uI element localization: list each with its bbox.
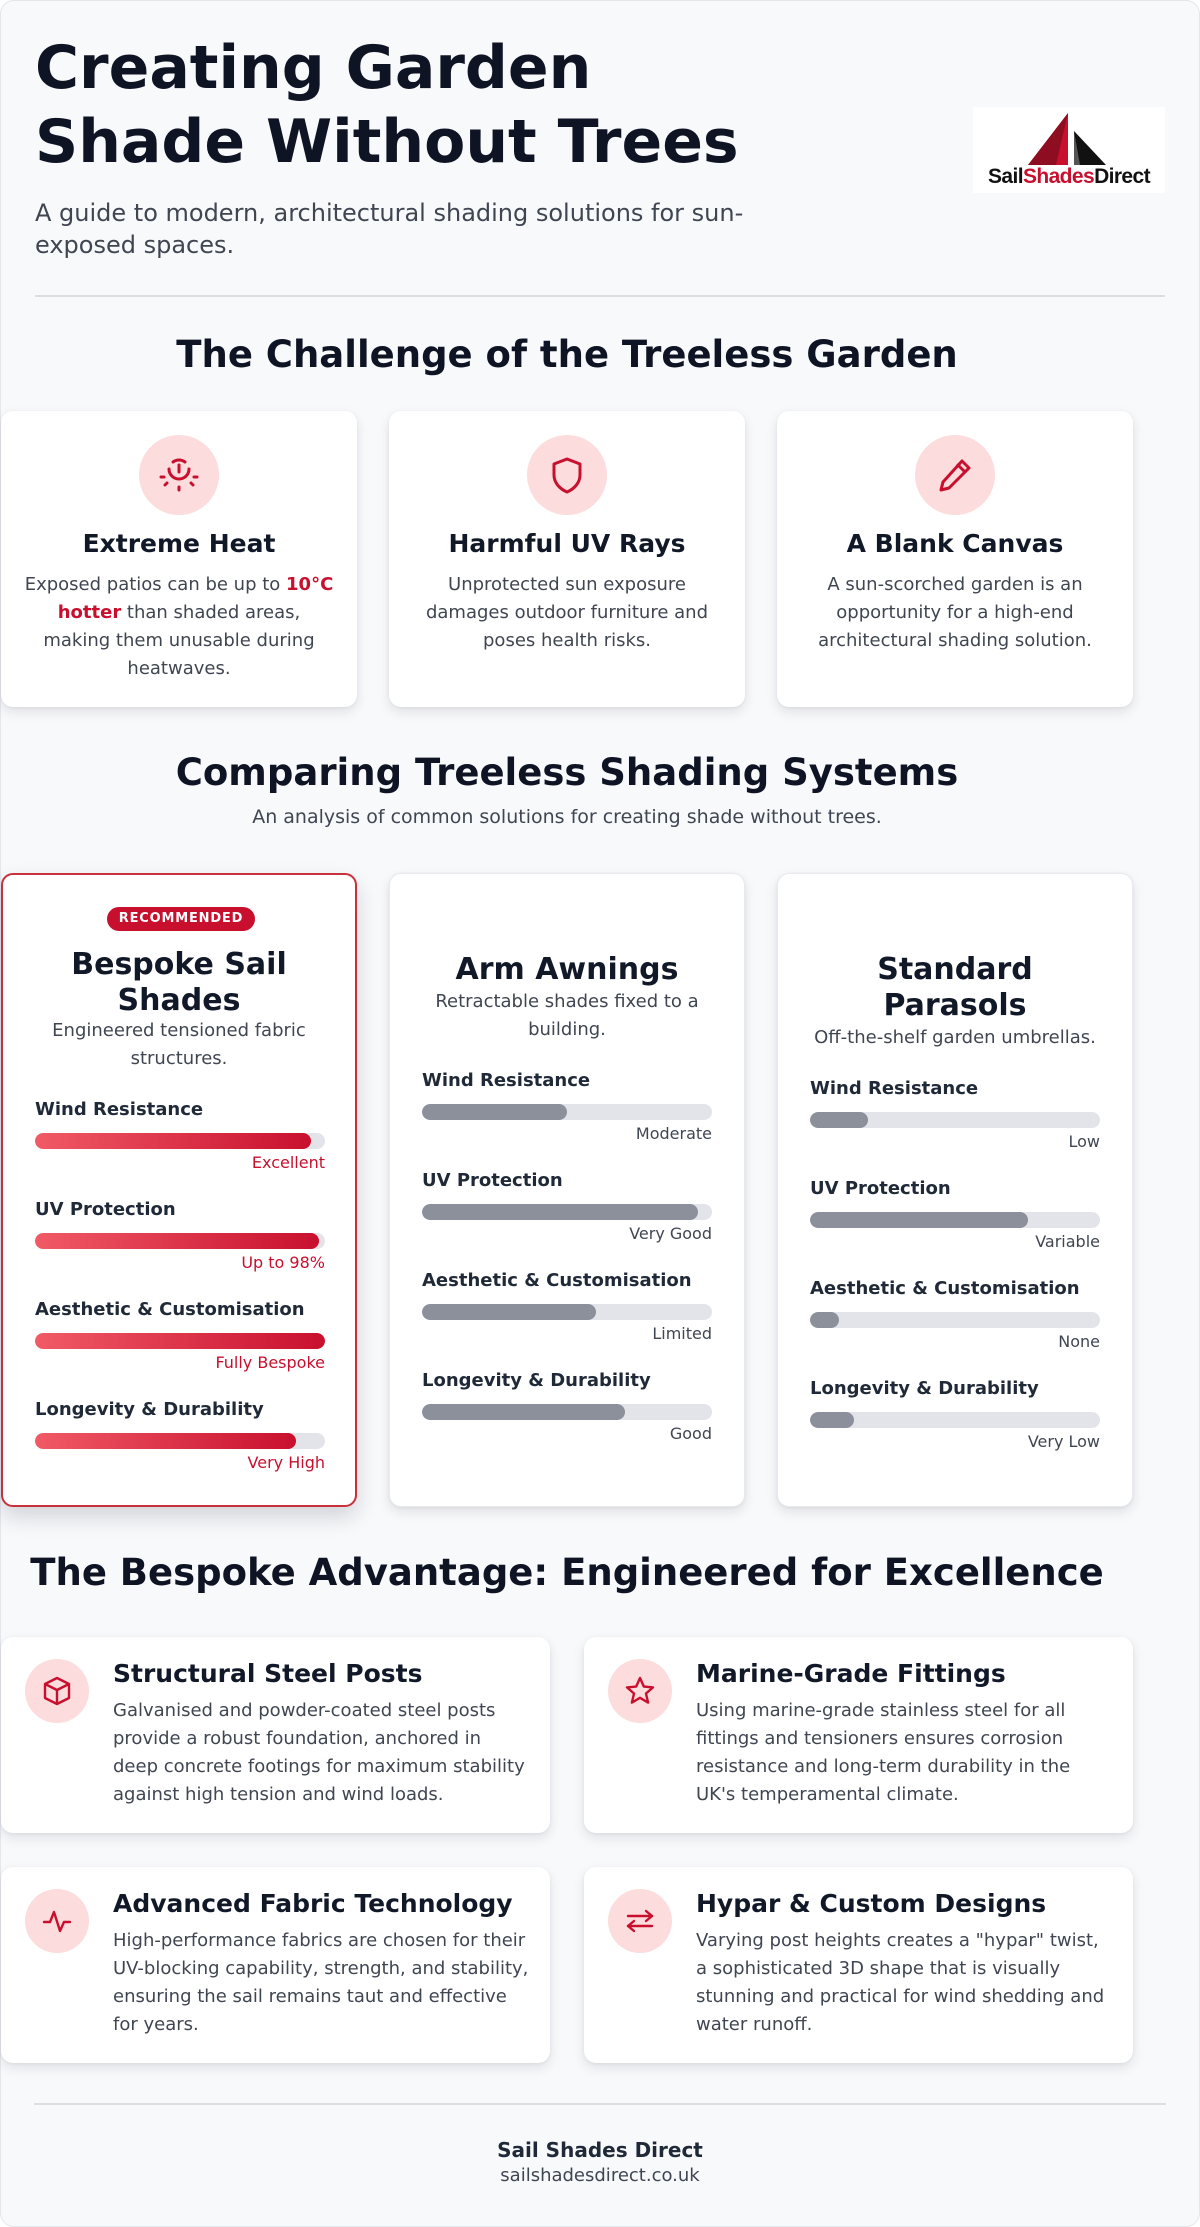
metric-wind-resistance: Wind Resistance Excellent — [35, 1099, 325, 1172]
system-description: Engineered tensioned fabric structures. — [52, 1020, 306, 1069]
metric-longevity: Longevity & Durability Very High — [35, 1399, 325, 1472]
metric-bar — [35, 1433, 296, 1449]
footer-divider — [34, 2103, 1166, 2105]
page-title: Creating Garden Shade Without Trees — [35, 33, 739, 177]
metric-value: Limited — [652, 1324, 712, 1343]
pencil-icon — [915, 435, 995, 515]
metric-bar — [422, 1304, 596, 1320]
metric-value: Excellent — [251, 1153, 325, 1172]
metric-bar — [422, 1104, 567, 1120]
metric-aesthetic: Aesthetic & Customisation Limited — [422, 1270, 712, 1343]
cube-icon — [25, 1659, 89, 1723]
advantage-card-hypar — [584, 1867, 1133, 2063]
metric-track — [422, 1204, 712, 1220]
metric-uv-protection: UV Protection Variable — [810, 1178, 1100, 1251]
metric-track — [422, 1104, 712, 1120]
metric-bar — [35, 1333, 325, 1349]
metric-uv-protection: UV Protection Up to 98% — [35, 1199, 325, 1272]
metric-track — [35, 1233, 325, 1249]
metric-track — [810, 1212, 1100, 1228]
challenge-title: Harmful UV Rays — [448, 529, 686, 558]
metric-value: None — [1058, 1332, 1100, 1351]
metric-value: Moderate — [635, 1124, 712, 1143]
advantage-text: Using marine-grade stainless steel for all fittings and tensioners ensures corrosion resistance and long-term durability in the UK's temperamental climate. — [696, 1700, 1071, 1805]
comparison-section-title: Comparing Treeless Shading Systems — [175, 751, 959, 794]
metric-track — [422, 1404, 712, 1420]
challenge-card-uv — [389, 411, 745, 707]
metric-bar — [422, 1404, 625, 1420]
metric-track — [810, 1312, 1100, 1328]
metric-value: Very Low — [1027, 1432, 1100, 1451]
metric-track — [35, 1133, 325, 1149]
challenge-text: Unprotected sun exposure damages outdoor furniture and poses health risks. — [425, 574, 709, 651]
metric-bar — [810, 1412, 854, 1428]
challenge-text: A sun-scorched garden is an opportunity for a high-end architectural shading solution. — [818, 574, 1092, 651]
challenge-title: Extreme Heat — [82, 529, 276, 558]
metric-track — [810, 1412, 1100, 1428]
advantage-section-title: The Bespoke Advantage: Engineered for Excellence — [30, 1551, 1104, 1594]
advantage-title: Hypar & Custom Designs — [696, 1889, 1047, 1918]
metric-aesthetic: Aesthetic & Customisation Fully Bespoke — [35, 1299, 325, 1372]
metric-bar — [810, 1312, 839, 1328]
footer-url[interactable]: sailshadesdirect.co.uk — [500, 2165, 700, 2186]
metric-value: Good — [669, 1424, 712, 1443]
challenge-title: A Blank Canvas — [846, 529, 1064, 558]
metric-longevity: Longevity & Durability Good — [422, 1370, 712, 1443]
brand-logo — [973, 107, 1165, 193]
sun-icon — [139, 435, 219, 515]
star-icon — [608, 1659, 672, 1723]
page-subtitle: A guide to modern, architectural shading solutions for sun-exposed spaces. — [35, 199, 744, 259]
metric-wind-resistance: Wind Resistance Low — [810, 1078, 1100, 1151]
comparison-card-parasols — [777, 873, 1133, 1507]
advantage-text: High-performance fabrics are chosen for their UV-blocking capability, strength, and stability, ensuring the sail remains taut and effective for years. — [113, 1930, 529, 2035]
metric-track — [35, 1333, 325, 1349]
metric-value: Low — [1068, 1132, 1100, 1151]
metric-bar — [35, 1133, 311, 1149]
challenge-section-title: The Challenge of the Treeless Garden — [176, 333, 958, 376]
advantage-card-fittings — [584, 1637, 1133, 1833]
metric-value: Fully Bespoke — [215, 1353, 325, 1372]
arrows-swap-icon — [608, 1889, 672, 1953]
heat-highlight: 10°C hotter — [57, 574, 334, 623]
system-name: Arm Awnings — [455, 952, 679, 987]
metric-bar — [35, 1233, 319, 1249]
metric-bar — [422, 1204, 698, 1220]
logo-text: SailShadesDirect — [987, 165, 1150, 188]
system-name: Standard Parasols — [877, 952, 1033, 1023]
metric-value: Up to 98% — [241, 1253, 325, 1272]
metric-bar — [810, 1112, 868, 1128]
metric-value: Variable — [1035, 1232, 1100, 1251]
advantage-title: Advanced Fabric Technology — [113, 1889, 513, 1918]
comparison-card-awnings — [389, 873, 745, 1507]
metric-track — [35, 1433, 325, 1449]
metric-track — [810, 1112, 1100, 1128]
metric-value: Very Good — [629, 1224, 712, 1243]
system-name: Bespoke Sail Shades — [71, 947, 287, 1018]
metric-aesthetic: Aesthetic & Customisation None — [810, 1278, 1100, 1351]
challenge-text: Exposed patios can be up to 10°C hotter than shaded areas, making them unusable during heatwaves. — [24, 574, 334, 679]
advantage-text: Galvanised and powder-coated steel posts provide a robust foundation, anchored in deep concrete footings for maximum stability against high tension and wind loads. — [113, 1700, 525, 1805]
metric-value: Very High — [247, 1453, 325, 1472]
advantage-text: Varying post heights creates a "hypar" twist, a sophisticated 3D shape that is visually stunning and practical for wind shedding and water runoff. — [696, 1930, 1105, 2035]
activity-icon — [25, 1889, 89, 1953]
advantage-card-steel-posts — [1, 1637, 550, 1833]
advantage-title: Structural Steel Posts — [113, 1659, 423, 1688]
challenge-card-canvas — [777, 411, 1133, 707]
sail-logo-icon — [1028, 111, 1108, 165]
metric-uv-protection: UV Protection Very Good — [422, 1170, 712, 1243]
advantage-title: Marine-Grade Fittings — [696, 1659, 1006, 1688]
comparison-card-bespoke — [1, 873, 357, 1507]
metric-bar — [810, 1212, 1028, 1228]
metric-track — [422, 1304, 712, 1320]
metric-longevity: Longevity & Durability Very Low — [810, 1378, 1100, 1451]
system-description: Off-the-shelf garden umbrellas. — [814, 1027, 1096, 1048]
advantage-card-fabric — [1, 1867, 550, 2063]
recommended-badge: RECOMMENDED — [107, 907, 255, 931]
header — [35, 1, 1165, 297]
footer-brand: Sail Shades Direct — [497, 2138, 703, 2162]
challenge-card-heat — [1, 411, 357, 707]
comparison-section-subtitle: An analysis of common solutions for creating shade without trees. — [252, 806, 882, 828]
shield-icon — [527, 435, 607, 515]
metric-wind-resistance: Wind Resistance Moderate — [422, 1070, 712, 1143]
system-description: Retractable shades fixed to a building. — [435, 991, 699, 1040]
